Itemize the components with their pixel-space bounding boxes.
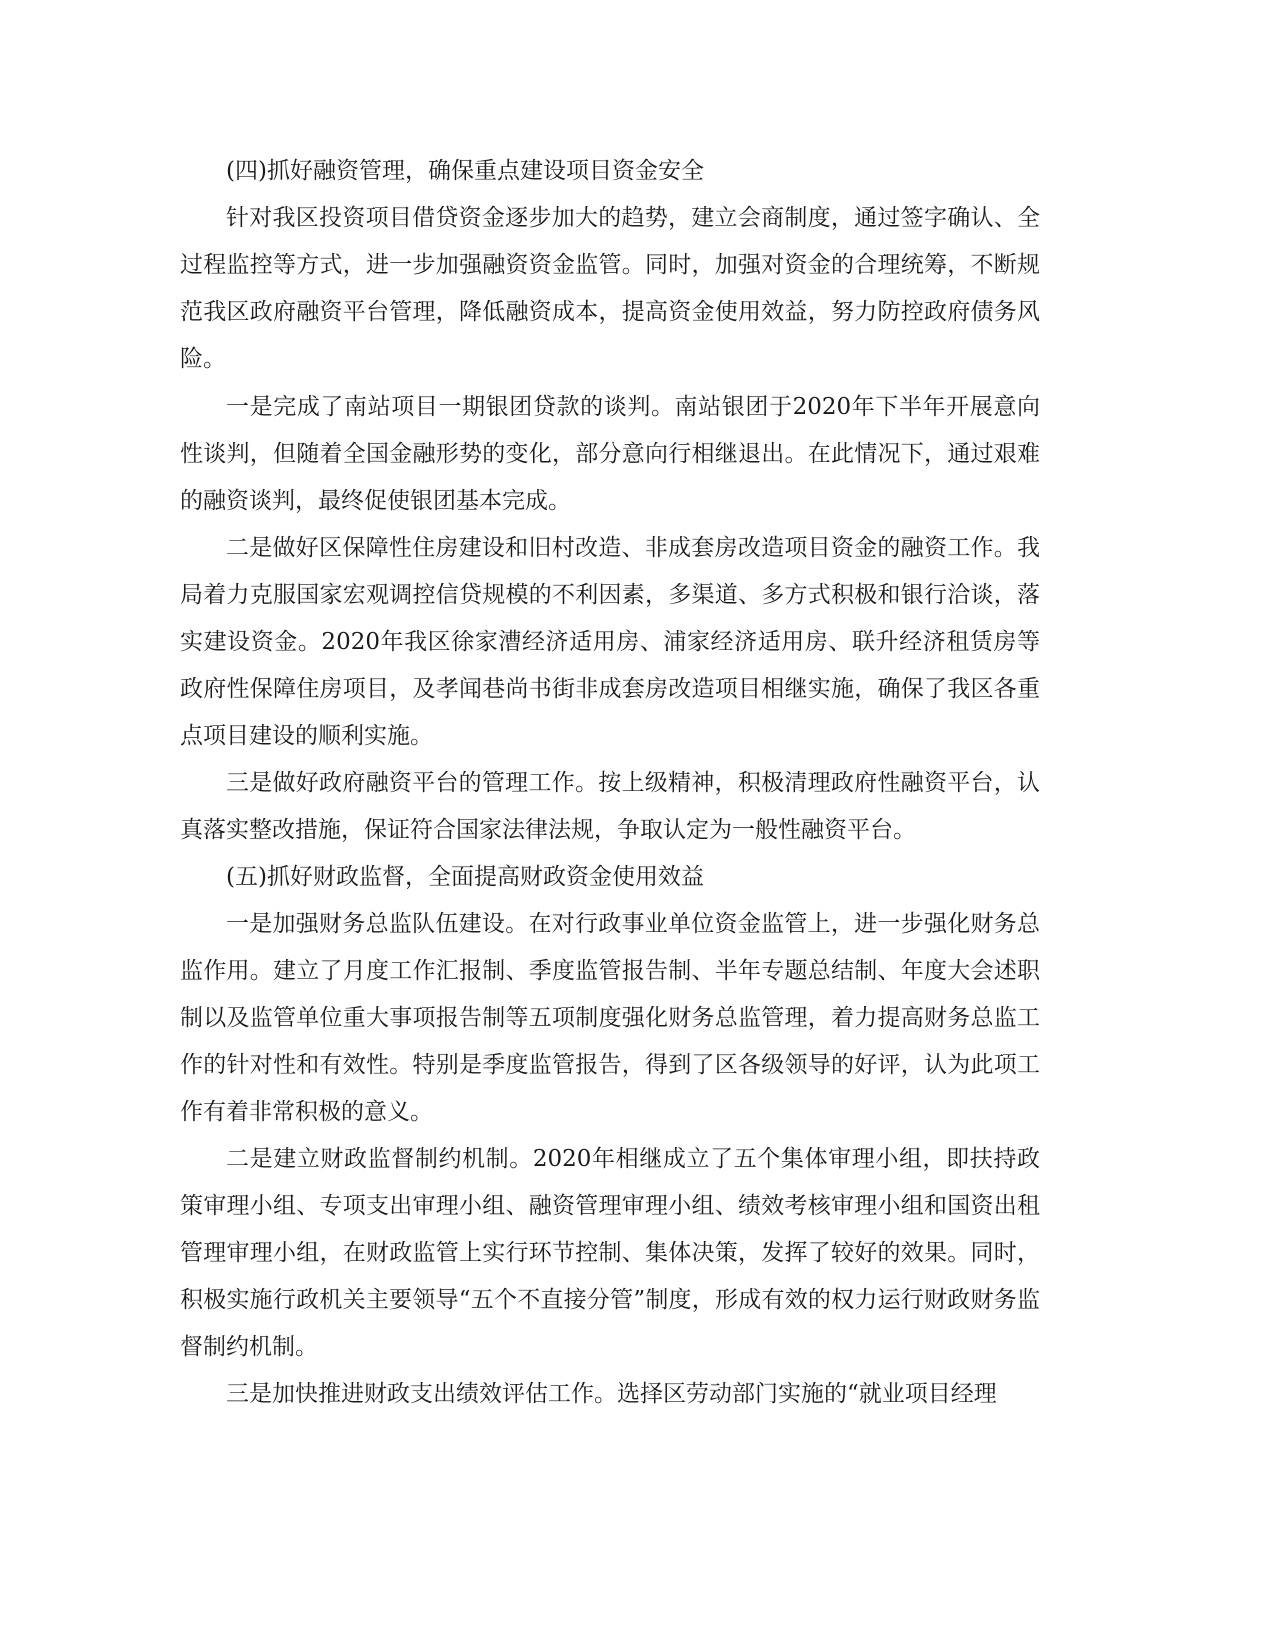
paragraph-finance-director: 一是加强财务总监队伍建设。在对行政事业单位资金监管上，进一步强化财务总监作用。建立了月度工作汇报制、季度监管报告制、半年专题总结制、年度大会述职制以及监管单位重大事项报告制等五项制度强化财务总监管理，着力提高财务总监工作的针对性和有效性。特别是季度监管报告，得到了区各级领导的好评，认为此项工作有着非常积极的意义。 (180, 911, 1040, 1125)
paragraph-financing-overview: 针对我区投资项目借贷资金逐步加大的趋势，建立会商制度，通过签字确认、全过程监控等方式，进一步加强融资资金监管。同时，加强对资金的合理统筹，不断规范我区政府融资平台管理，降低融资成本，提高资金使用效益，努力防控政府债务风险。 (180, 205, 1040, 372)
section-heading-4: (四)抓好融资管理，确保重点建设项目资金安全 (226, 158, 704, 184)
section-heading-5: (五)抓好财政监督，全面提高财政资金使用效益 (226, 864, 704, 890)
paragraph-performance-evaluation: 三是加快推进财政支出绩效评估工作。选择区劳动部门实施的“就业项目经理 (226, 1381, 997, 1407)
paragraph-supervision-mechanism: 二是建立财政监督制约机制。2020年相继成立了五个集体审理小组，即扶持政策审理小组、专项支出审理小组、融资管理审理小组、绩效考核审理小组和国资出租管理审理小组，在财政监管上实行环节控制、集体决策，发挥了较好的效果。同时，积极实施行政机关主要领导“五个不直接分管”制度，形成有效的权力运行财政财务监督制约机制。 (180, 1146, 1040, 1360)
paragraph-platform-management: 三是做好政府融资平台的管理工作。按上级精神，积极清理政府性融资平台，认真落实整改措施，保证符合国家法律法规，争取认定为一般性融资平台。 (180, 770, 1040, 843)
paragraph-housing-financing: 二是做好区保障性住房建设和旧村改造、非成套房改造项目资金的融资工作。我局着力克服国家宏观调控信贷规模的不利因素，多渠道、多方式积极和银行洽谈，落实建设资金。2020年我区徐家漕经济适用房、浦家经济适用房、联升经济租赁房等政府性保障住房项目，及孝闻巷尚书街非成套房改造项目相继实施，确保了我区各重点项目建设的顺利实施。 (180, 535, 1040, 749)
paragraph-south-station-loan: 一是完成了南站项目一期银团贷款的谈判。南站银团于2020年下半年开展意向性谈判，但随着全国金融形势的变化，部分意向行相继退出。在此情况下，通过艰难的融资谈判，最终促使银团基本完成。 (180, 394, 1040, 514)
